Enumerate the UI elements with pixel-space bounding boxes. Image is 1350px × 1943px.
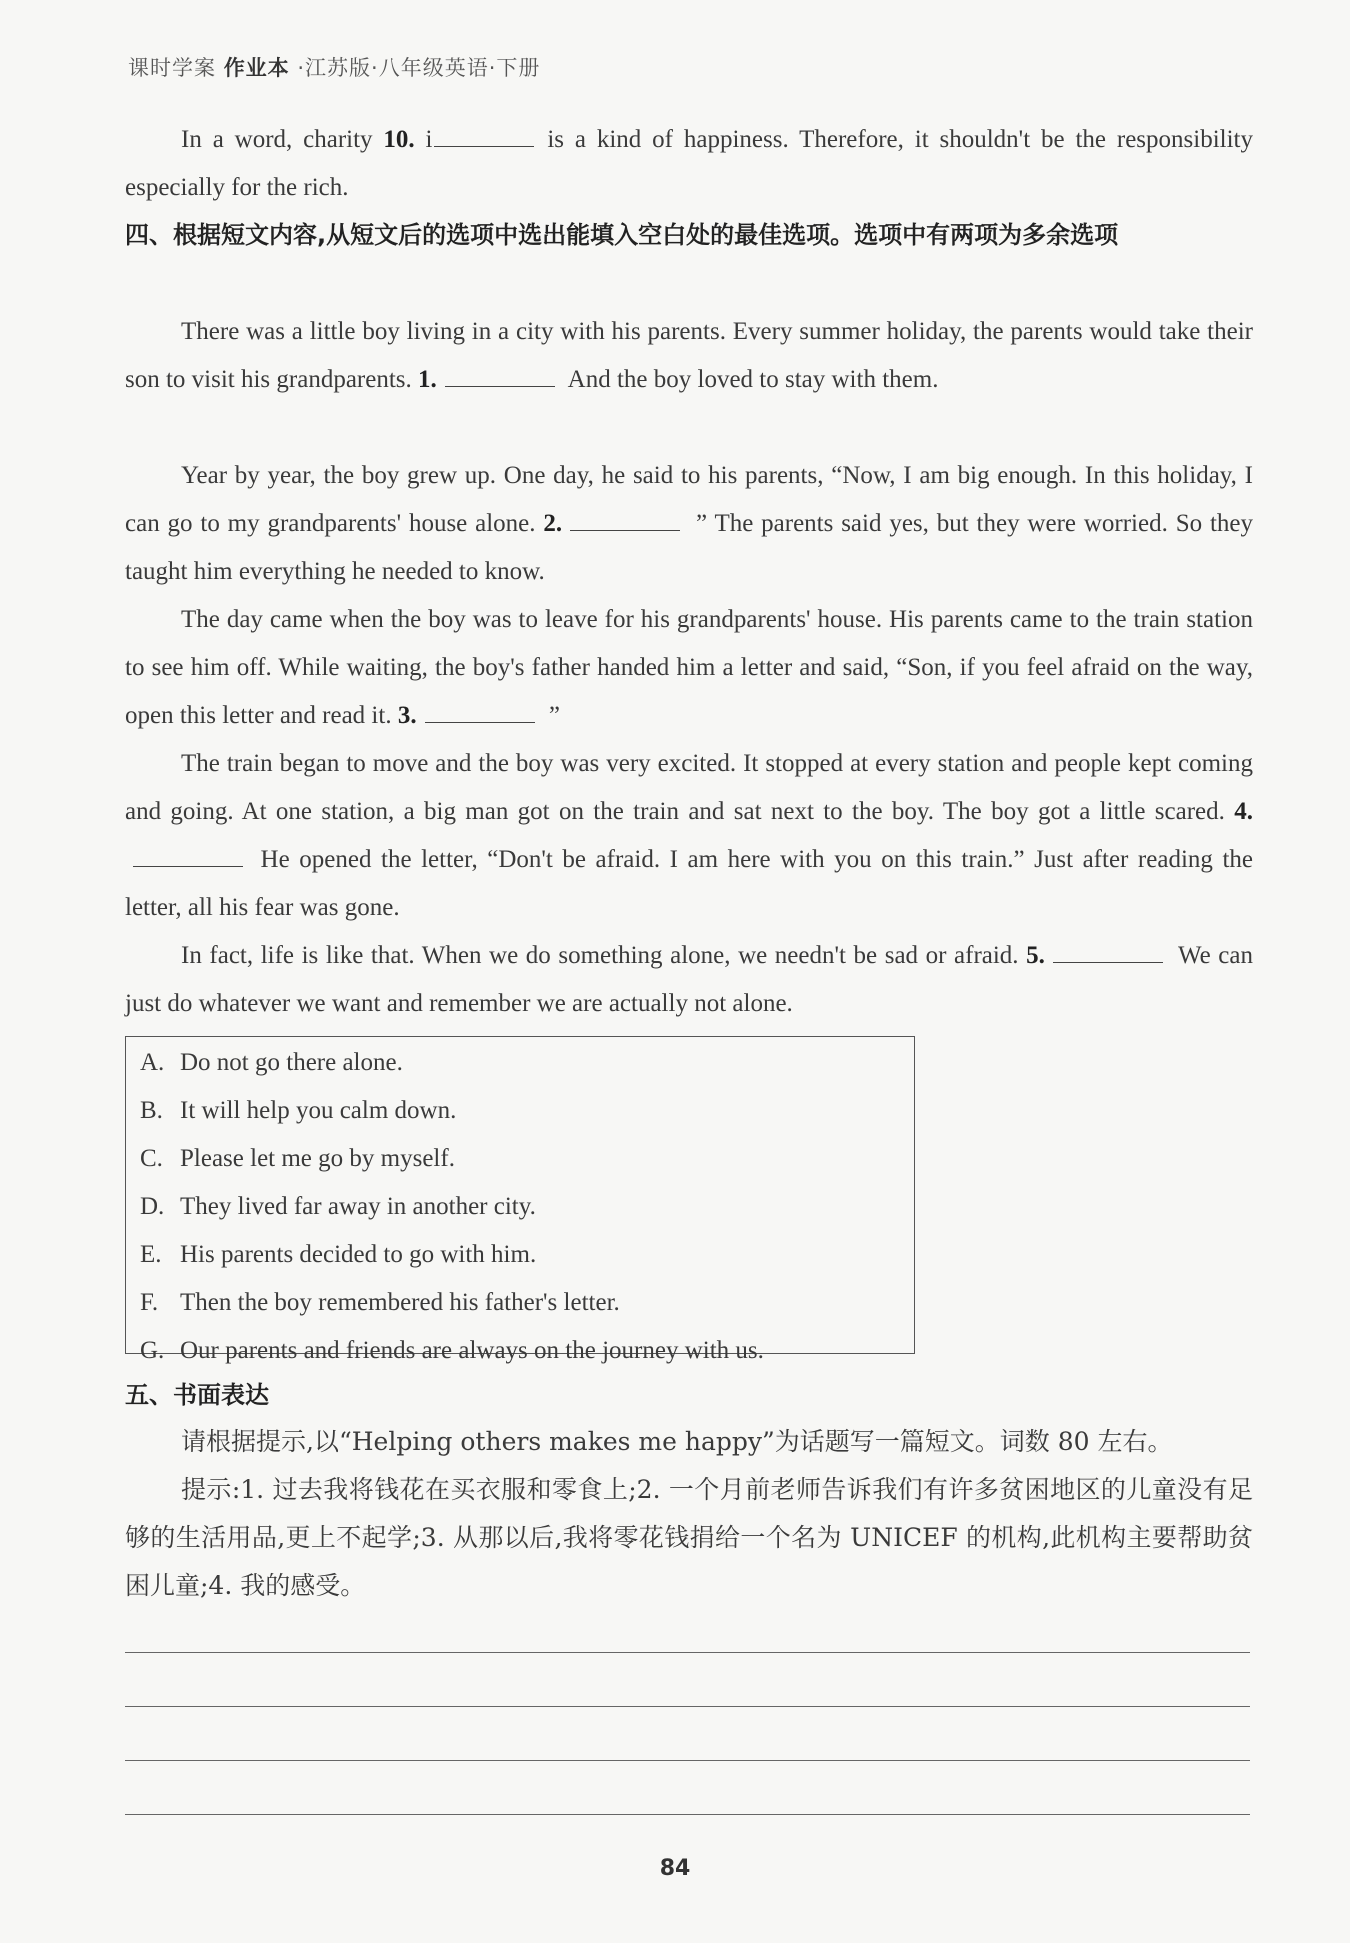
passage-paragraph-3: The day came when the boy was to leave for his grandparents' house. His parents came to the train station to see him off. While waiting, the boy's father handed him a letter and said, “Son, if you feel afraid on the way, open this letter and read it. 3. ”: [125, 606, 1253, 729]
section-five-title: 五、书面表达: [125, 1381, 269, 1409]
option-a: A. Do not go there alone.: [140, 1049, 403, 1076]
writing-line[interactable]: [125, 1706, 1250, 1707]
passage-paragraph-2: Year by year, the boy grew up. One day, he said to his parents, “Now, I am big enough. In this holiday, I can go to my grandparents' house alone. 2. ” The parents said yes, but they were worried. So they taught him everything he needed to know.: [125, 462, 1253, 585]
passage-paragraph-4: The train began to move and the boy was very excited. It stopped at every station and people kept coming and going. At one station, a big man got on the train and sat next to the boy. The boy got a little scared. 4. He opened the letter, “Don't be afraid. I am here with you on this train.” Just after reading the letter, all his fear was gone.: [125, 750, 1253, 921]
writing-line[interactable]: [125, 1814, 1250, 1815]
page-header: [128, 52, 540, 82]
question-number: 1.: [418, 366, 437, 393]
question-number: 2.: [543, 510, 563, 537]
answer-blank-5[interactable]: [1053, 936, 1163, 963]
writing-line[interactable]: [125, 1760, 1250, 1761]
answer-blank-2[interactable]: [570, 504, 680, 531]
book-subtitle: 作业本: [223, 56, 290, 80]
top-paragraph: In a word, charity 10. i is a kind of happiness. Therefore, it shouldn't be the responsibility especially for the rich.: [125, 116, 1253, 212]
answer-blank-1[interactable]: [445, 360, 555, 387]
option-d: D. They lived far away in another city.: [140, 1193, 536, 1220]
option-c: C. Please let me go by myself.: [140, 1145, 455, 1172]
answer-blank-10[interactable]: [434, 120, 534, 147]
answer-blank-4[interactable]: [133, 840, 243, 867]
writing-line[interactable]: [125, 1652, 1250, 1653]
book-title: 课时学案: [128, 56, 216, 80]
passage-paragraph-5: In fact, life is like that. When we do something alone, we needn't be sad or afraid. 5. We can just do whatever we want and remember we are actually not alone.: [125, 932, 1253, 1028]
question-number: 4.: [1234, 798, 1253, 825]
edition-info: ·江苏版·八年级英语·下册: [297, 56, 541, 80]
options-box: [125, 1036, 915, 1364]
question-number: 3.: [397, 702, 417, 729]
passage-paragraph-1: There was a little boy living in a city with his parents. Every summer holiday, the parents would take their son to visit his grandparents. 1. And the boy loved to stay with them.: [125, 318, 1253, 393]
option-g: G. Our parents and friends are always on the journey with us.: [140, 1337, 764, 1364]
page-number: 84: [659, 1856, 691, 1881]
answer-blank-3[interactable]: [425, 696, 535, 723]
section-four-title: 四、根据短文内容,从短文后的选项中选出能填入空白处的最佳选项。选项中有两项为多余选项: [125, 221, 1119, 249]
writing-instruction: 请根据提示,以“Helping others makes me happy”为话题写一篇短文。词数 80 左右。: [181, 1427, 1173, 1456]
option-e: E. His parents decided to go with him.: [140, 1241, 537, 1268]
question-number: 5.: [1026, 942, 1045, 969]
option-f: F. Then the boy remembered his father's letter.: [140, 1289, 620, 1316]
option-b: B. It will help you calm down.: [140, 1097, 457, 1124]
question-number: 10.: [383, 126, 415, 153]
writing-hints: 提示:1. 过去我将钱花在买衣服和零食上;2. 一个月前老师告诉我们有许多贫困地区的儿童没有足够的生活用品,更上不起学;3. 从那以后,我将零花钱捐给一个名为 UNICEF 的机构,此机构主要帮助贫困儿童;4. 我的感受。: [125, 1475, 1253, 1600]
